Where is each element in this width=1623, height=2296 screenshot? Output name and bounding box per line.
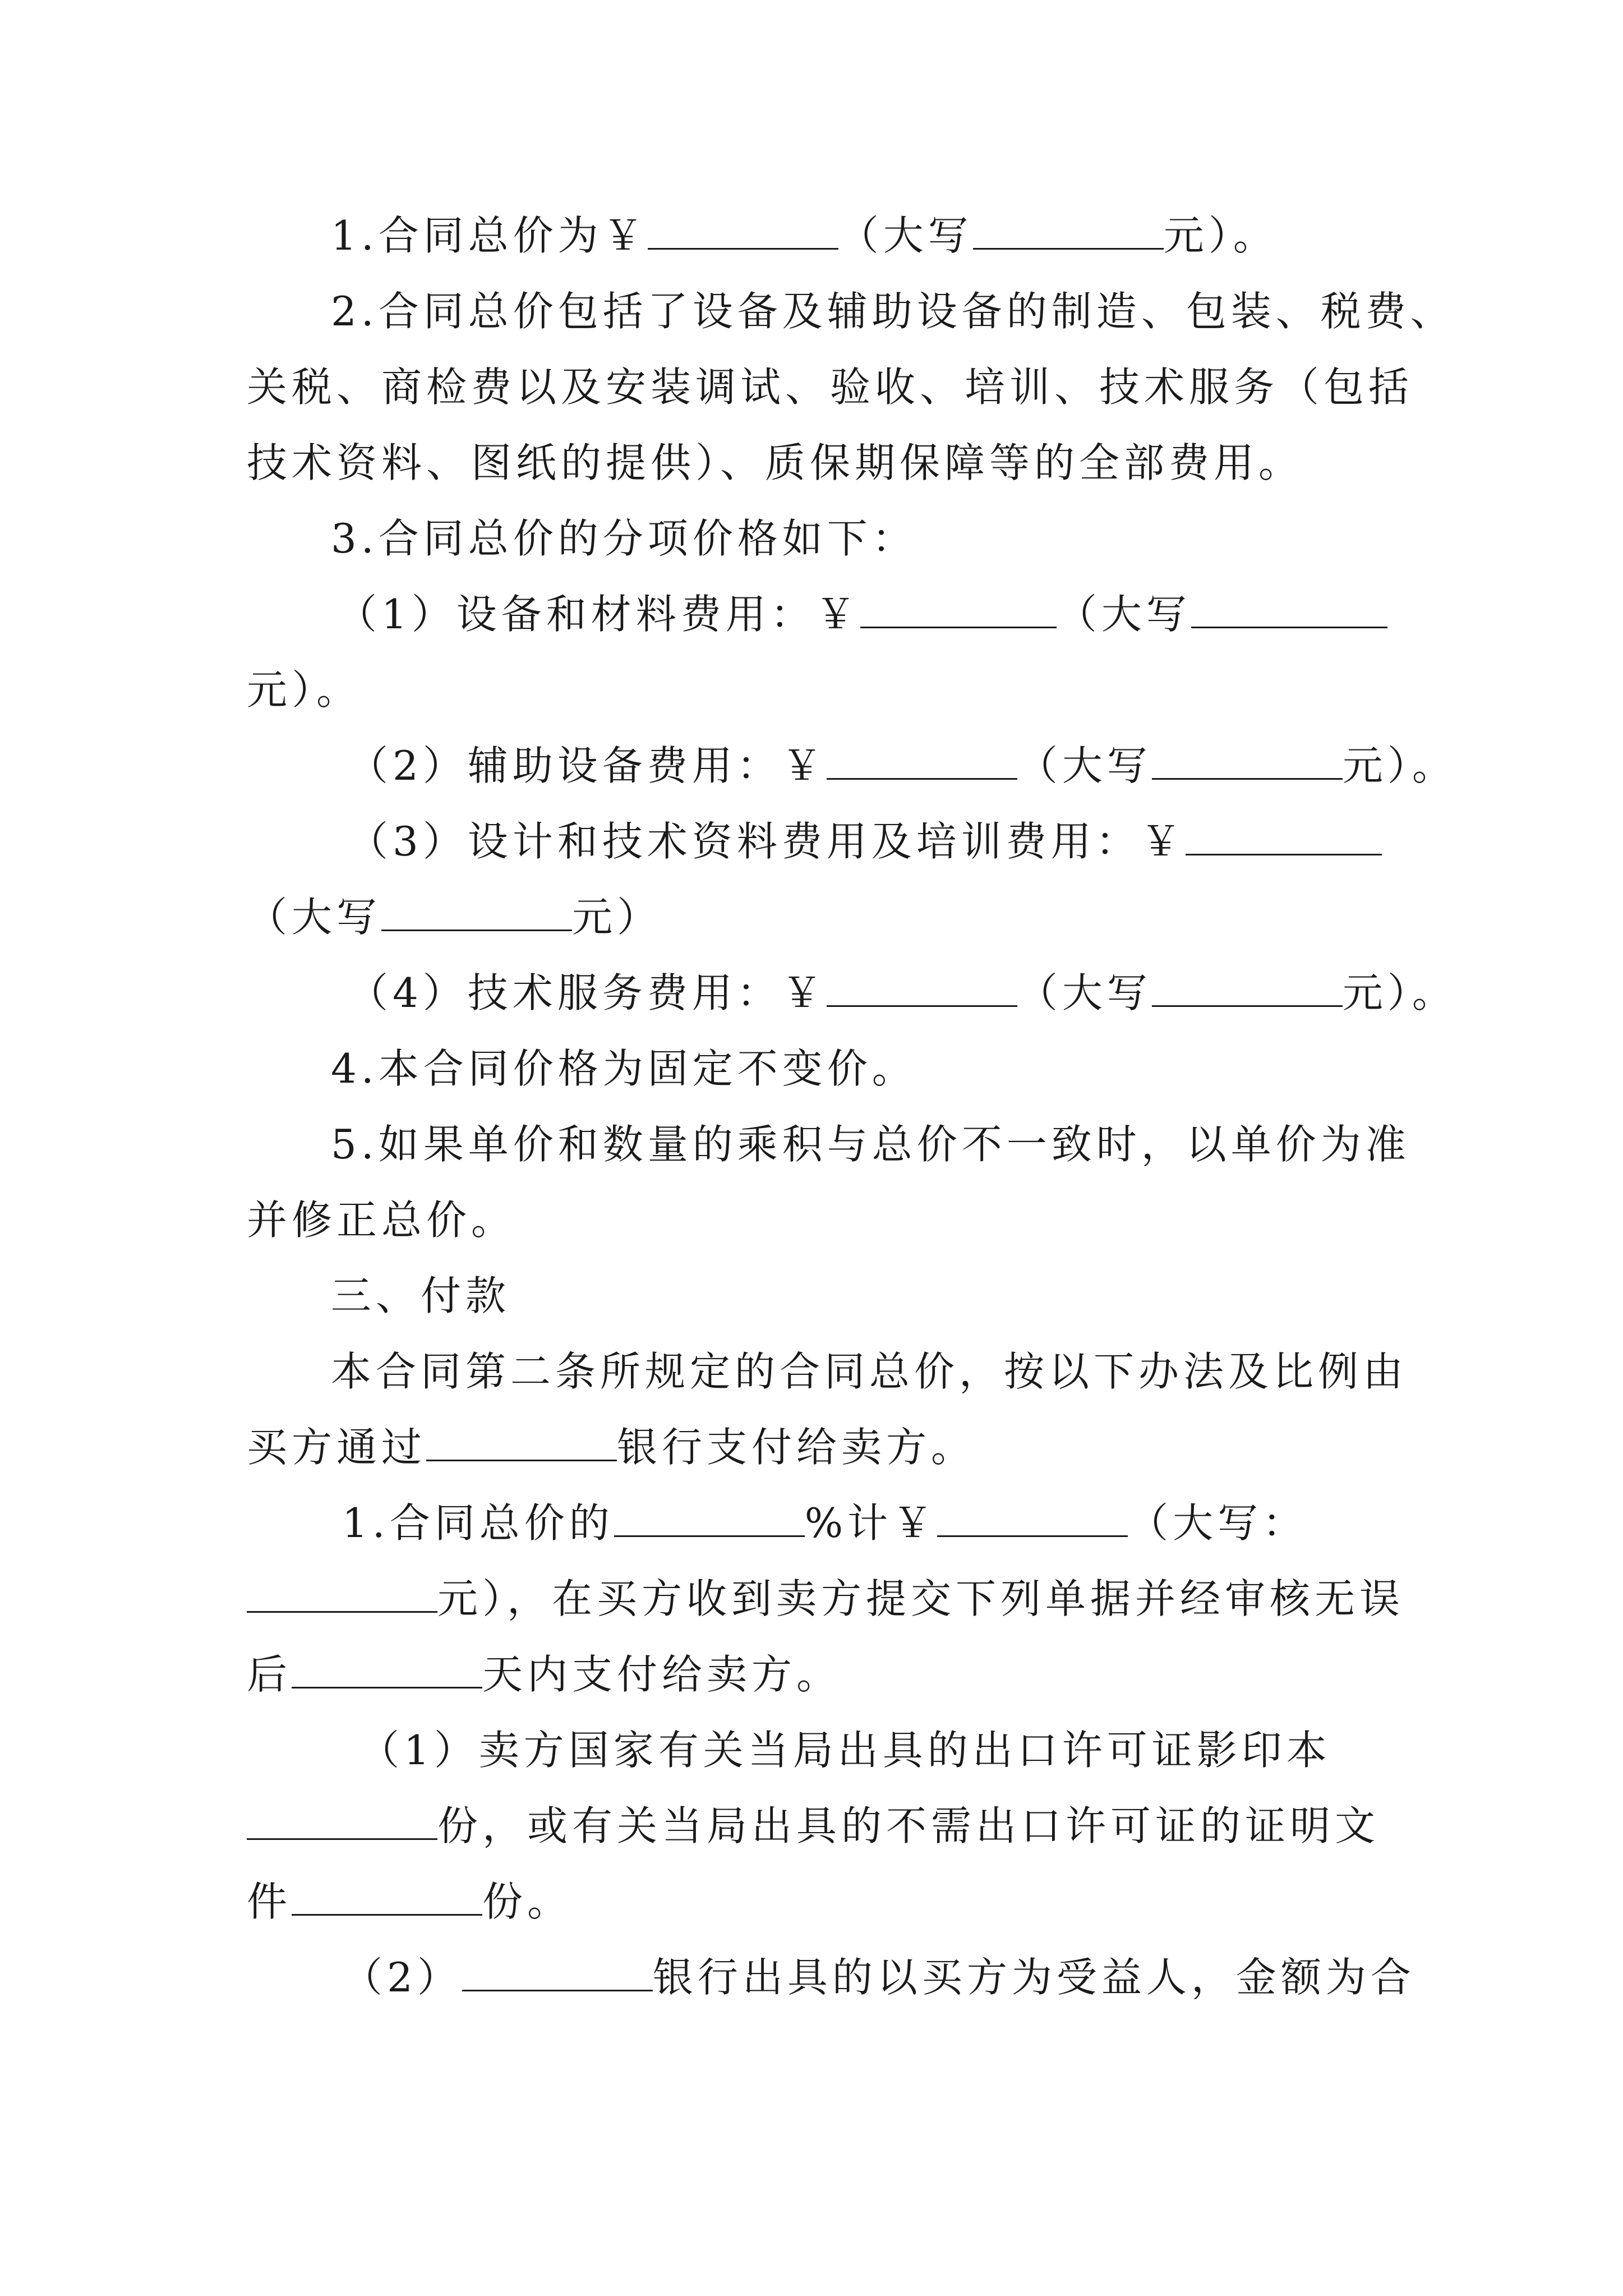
text-segment: 3.合同总价的分项价格如下：	[331, 515, 917, 562]
fill-in-blank	[1191, 587, 1387, 628]
text-segment: 天内支付给卖方。	[482, 1651, 842, 1698]
text-segment: 件	[247, 1878, 292, 1925]
text-segment: 1.合同总价的	[342, 1499, 614, 1547]
fill-in-blank	[1152, 739, 1343, 780]
text-segment: （1）设备和材料费用：￥	[336, 591, 860, 638]
text-line	[0, 280, 1623, 342]
text-segment: 元）。	[1342, 969, 1457, 1016]
fill-in-blank	[937, 1496, 1128, 1537]
text-segment: 关税、商检费以及安装调试、验收、培训、技术服务（包括	[247, 364, 1414, 411]
text-line	[0, 1644, 1623, 1705]
text-segment: （2）	[342, 1954, 462, 2001]
text-segment: 元）。	[1163, 212, 1278, 259]
text-line	[0, 1341, 1623, 1402]
fill-in-blank	[381, 890, 572, 931]
text-line	[0, 1189, 1623, 1251]
fill-in-blank	[1186, 815, 1382, 855]
text-segment: 4.本合同价格为固定不变价。	[331, 1045, 917, 1092]
fill-in-blank	[292, 1875, 482, 1916]
fill-in-blank	[1152, 966, 1343, 1007]
text-segment: 买方通过	[247, 1424, 427, 1471]
text-line	[0, 205, 1623, 266]
text-segment: 份。	[482, 1878, 573, 1925]
text-segment: （4）技术服务费用：￥	[348, 969, 827, 1016]
text-line	[0, 962, 1623, 1024]
text-segment: 并修正总价。	[247, 1197, 517, 1244]
fill-in-blank	[247, 1799, 437, 1840]
text-segment: （大写	[1017, 969, 1152, 1016]
text-line	[0, 1416, 1623, 1478]
text-segment: 份，或有关当局出具的不需出口许可证的证明文	[437, 1802, 1380, 1849]
text-line	[0, 886, 1623, 948]
text-segment: 后	[247, 1651, 292, 1698]
text-line	[0, 583, 1623, 645]
text-segment: （大写	[247, 894, 382, 941]
text-segment: （大写：	[1128, 1499, 1308, 1547]
text-line	[0, 508, 1623, 569]
text-segment: 银行支付给卖方。	[617, 1424, 976, 1471]
text-line	[0, 1719, 1623, 1781]
text-segment: 元）	[572, 894, 662, 941]
fill-in-blank	[860, 587, 1057, 628]
fill-in-blank	[827, 739, 1017, 780]
text-segment: （大写	[838, 212, 973, 259]
text-line	[0, 1568, 1623, 1630]
fill-in-blank	[648, 209, 838, 250]
text-segment: （1）卖方国家有关当局出具的出口许可证影印本	[359, 1727, 1331, 1774]
text-line	[0, 1492, 1623, 1554]
text-segment: 技术资料、图纸的提供）、质保期保障等的全部费用。	[247, 439, 1304, 486]
text-line	[0, 659, 1623, 721]
fill-in-blank	[292, 1648, 482, 1688]
text-line	[0, 432, 1623, 494]
text-segment: 2.合同总价包括了设备及辅助设备的制造、包装、税费、	[331, 288, 1455, 335]
fill-in-blank	[247, 1572, 437, 1613]
text-line	[0, 1114, 1623, 1175]
text-line	[0, 1038, 1623, 1099]
text-segment: （3）设计和技术资料费用及培训费用：￥	[348, 818, 1186, 865]
fill-in-blank	[426, 1420, 617, 1461]
text-segment: %计￥	[804, 1499, 938, 1547]
text-segment: 1.合同总价为￥	[331, 212, 648, 259]
fill-in-blank	[973, 209, 1164, 250]
text-segment: 元），在买方收到卖方提交下列单据并经审核无误	[437, 1575, 1405, 1622]
text-line	[0, 811, 1623, 872]
fill-in-blank	[827, 966, 1017, 1007]
text-segment: 本合同第二条所规定的合同总价，按以下办法及比例由	[331, 1348, 1408, 1395]
text-segment: （大写	[1017, 742, 1152, 789]
section-heading	[0, 1265, 1623, 1327]
text-line	[0, 356, 1623, 418]
text-line	[0, 1871, 1623, 1932]
fill-in-blank	[462, 1950, 653, 1991]
text-line	[0, 1795, 1623, 1857]
text-segment: 元）。	[1342, 742, 1457, 789]
text-segment: （大写	[1056, 591, 1191, 638]
text-line	[0, 735, 1623, 797]
text-segment: 银行出具的以买方为受益人，金额为合	[652, 1954, 1415, 2001]
text-segment: 元）。	[247, 666, 362, 714]
text-segment: （2）辅助设备费用：￥	[348, 742, 827, 789]
text-segment: 5.如果单价和数量的乘积与总价不一致时，以单价为准	[331, 1121, 1410, 1168]
fill-in-blank	[614, 1496, 805, 1537]
text-line	[0, 1947, 1623, 2008]
text-segment: 三、付款	[331, 1272, 511, 1319]
